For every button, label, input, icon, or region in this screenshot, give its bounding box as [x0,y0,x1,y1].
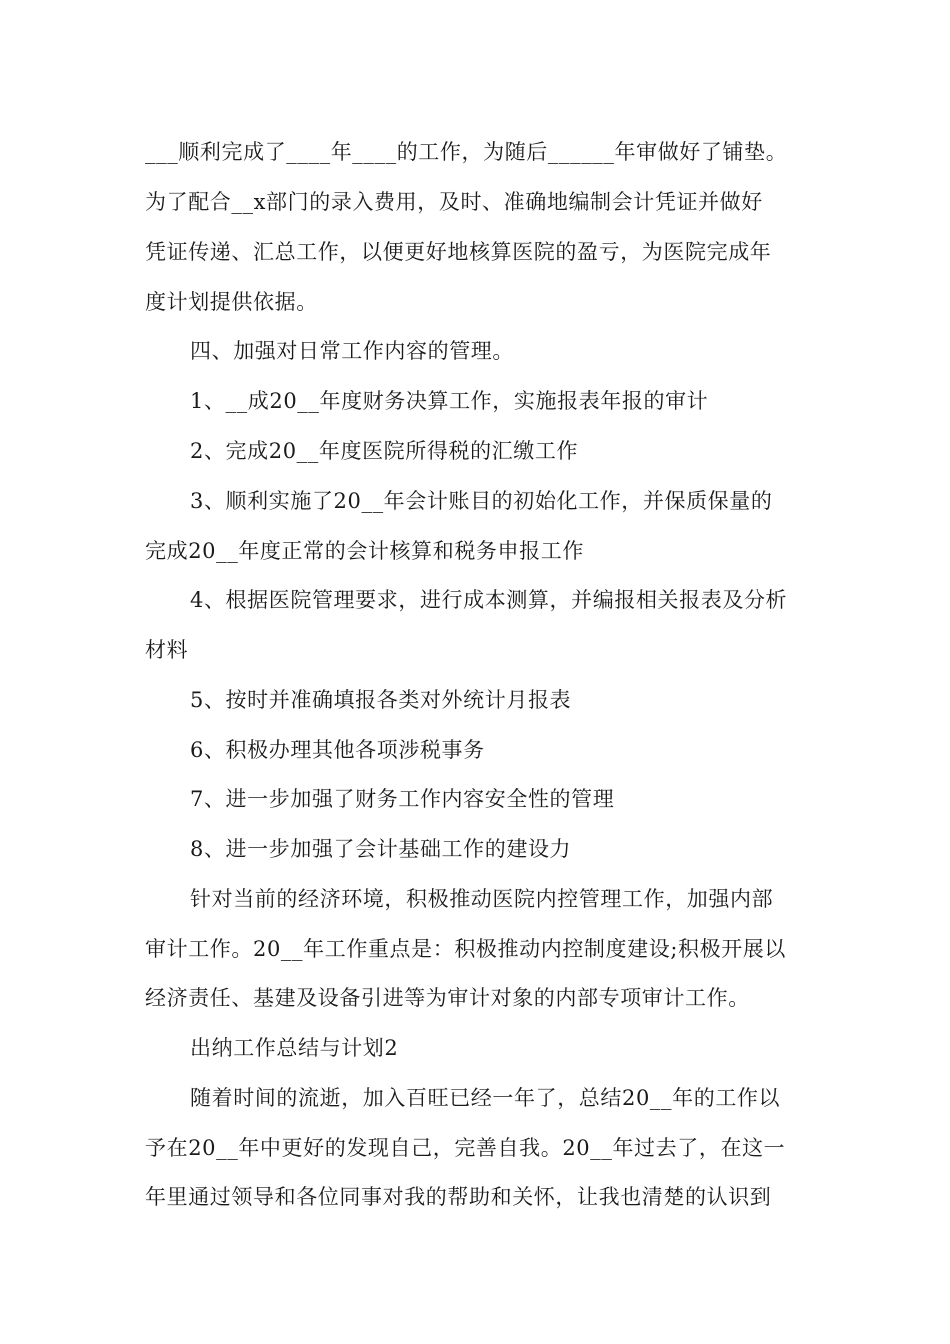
text-line: 为了配合__x部门的录入费用，及时、准确地编制会计凭证并做好 [145,190,763,214]
list-item: 1、__成20__年度财务决算工作，实施报表年报的审计 [190,389,709,413]
text-line: 凭证传递、汇总工作，以便更好地核算医院的盈亏，为医院完成年 [145,240,772,264]
list-item: 7、进一步加强了财务工作内容安全性的管理 [190,787,615,811]
text-line: 针对当前的经济环境，积极推动医院内控管理工作，加强内部 [190,887,774,911]
list-item: 4、根据医院管理要求，进行成本测算，并编报相关报表及分析 [190,588,788,612]
text-line: 审计工作。20__年工作重点是：积极推动内控制度建设;积极开展以 [145,937,786,961]
list-item-continuation: 材料 [145,638,189,662]
text-line: ___顺利完成了____年____的工作，为随后______年审做好了铺垫。 [145,140,788,164]
section-title: 出纳工作总结与计划2 [190,1036,399,1060]
list-item-continuation: 完成20__年度正常的会计核算和税务申报工作 [145,539,584,563]
section-heading: 四、加强对日常工作内容的管理。 [190,339,514,363]
list-item: 8、进一步加强了会计基础工作的建设力 [190,837,572,861]
list-item: 3、顺利实施了20__年会计账目的初始化工作，并保质保量的 [190,489,773,513]
text-line: 度计划提供依据。 [145,290,318,314]
list-item: 6、积极办理其他各项涉税事务 [190,738,485,762]
list-item: 5、按时并准确填报各类对外统计月报表 [190,688,572,712]
text-line: 经济责任、基建及设备引进等为审计对象的内部专项审计工作。 [145,986,750,1010]
text-line: 予在20__年中更好的发现自己，完善自我。20__年过去了，在这一 [145,1136,786,1160]
list-item: 2、完成20__年度医院所得税的汇缴工作 [190,439,579,463]
text-line: 年里通过领导和各位同事对我的帮助和关怀，让我也清楚的认识到 [145,1185,772,1209]
text-line: 随着时间的流逝，加入百旺已经一年了，总结20__年的工作以 [190,1086,781,1110]
